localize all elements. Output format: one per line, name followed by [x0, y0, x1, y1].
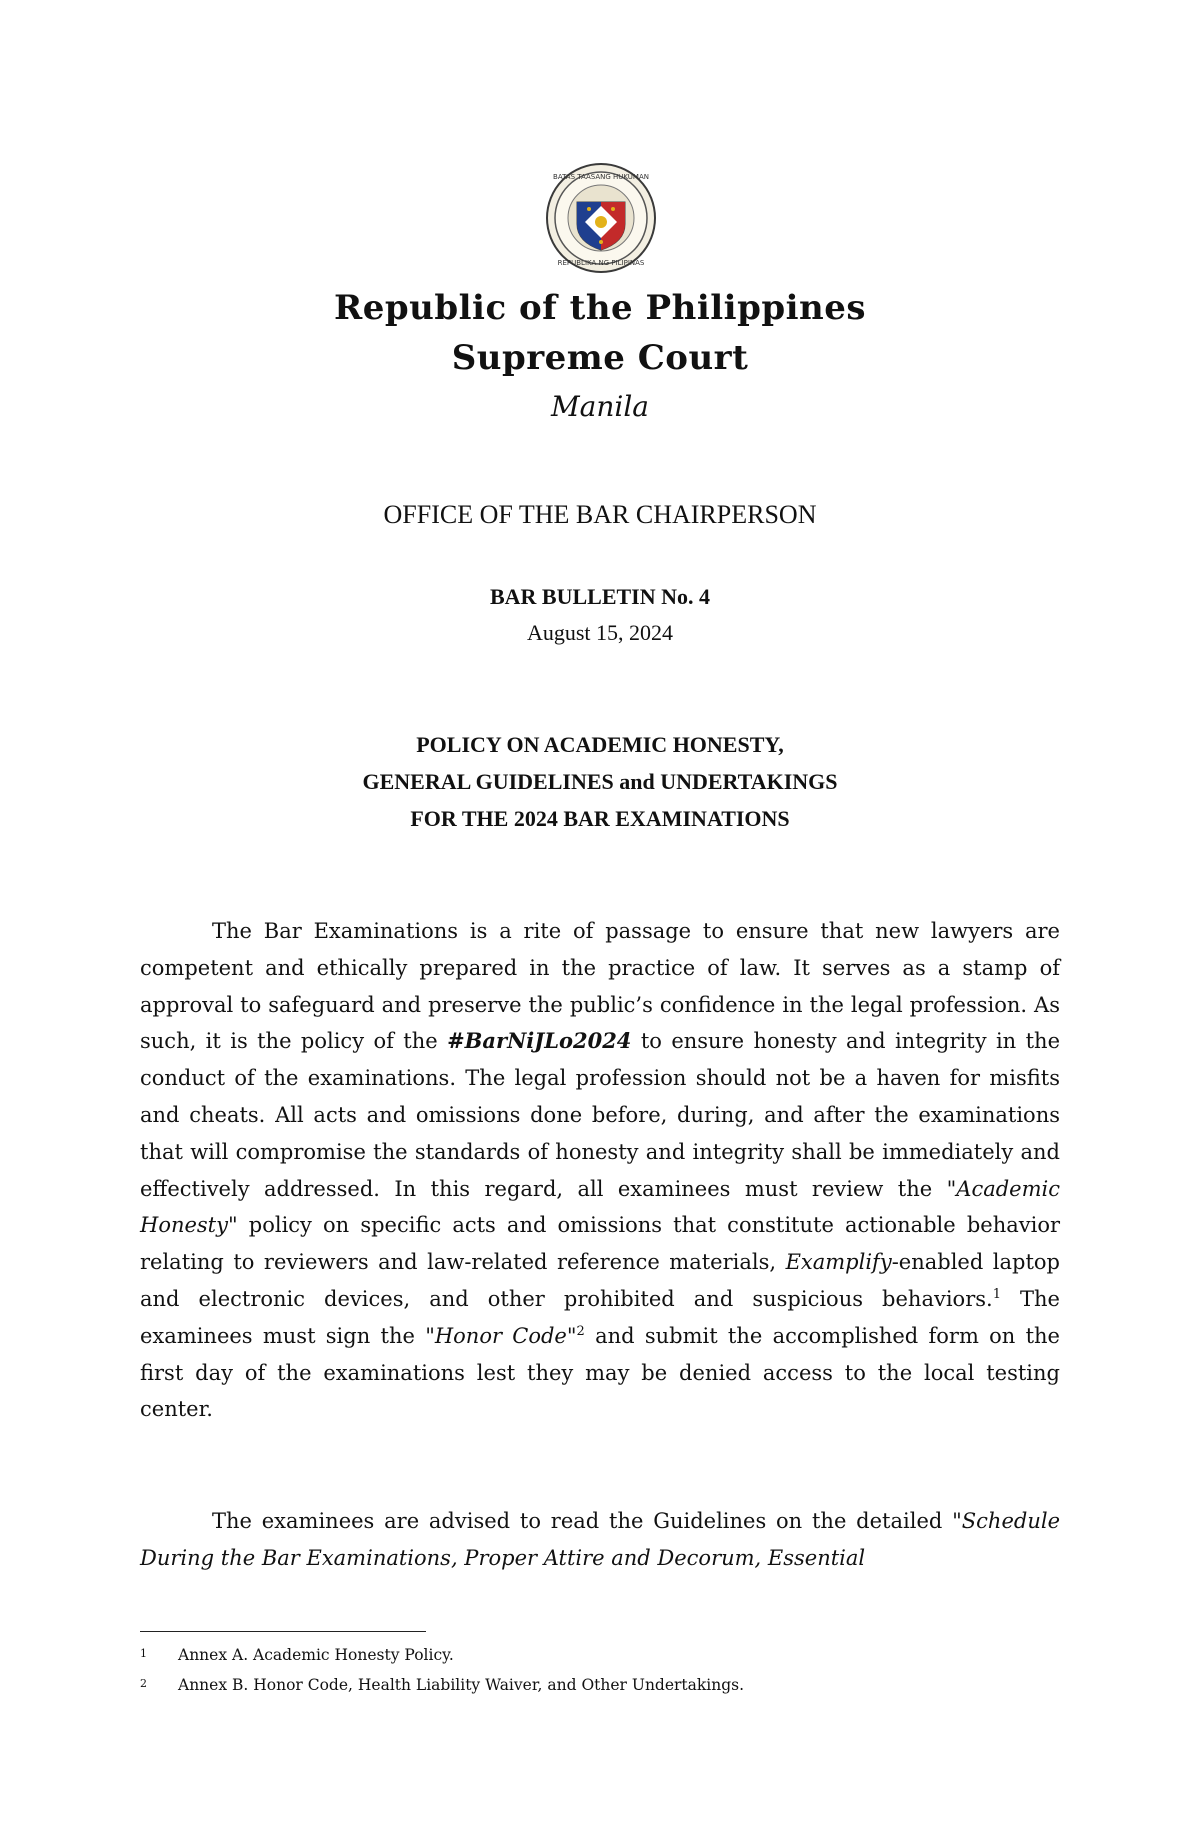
footnote-ref-2: 2 [576, 1323, 585, 1339]
academic-honesty-term: "Academic Honesty" [140, 1176, 1060, 1238]
p1-text-6: and submit the accomplished form on the first day of the examinations lest they may be denied access to the local testing center. [140, 1323, 1060, 1422]
republic-heading: Republic of the Philippines [333, 288, 867, 328]
policy-title-line-2: GENERAL GUIDELINES and UNDERTAKINGS [362, 769, 838, 794]
p1-text-2: to ensure honesty and integrity in the conduct of the examinations. The legal profession should not be a haven for misfits and cheats. All acts and omissions done before, during, and after the examinations that will compromise the standards of honesty and integrity shall be immediately and effectively addressed. In this regard, all examinees must review the [140, 1029, 1060, 1201]
office-title: OFFICE OF THE BAR CHAIRPERSON [383, 500, 817, 529]
city-heading: Manila [551, 390, 649, 423]
body-paragraph-2 [140, 1503, 1060, 1577]
policy-title-line-3: FOR THE 2024 BAR EXAMINATIONS [410, 806, 790, 831]
footnote-2-text: Annex B. Honor Code, Health Liability Waiver, and Other Undertakings. [178, 1676, 745, 1694]
p2-text-1: The examinees are advised to read the Guidelines on the detailed [212, 1509, 953, 1533]
policy-title-line-1: POLICY ON ACADEMIC HONESTY, [416, 732, 784, 757]
supreme-court-seal [545, 162, 657, 274]
footnote-1 [140, 1646, 1060, 1664]
footnote-divider [140, 1631, 426, 1632]
supreme-court-heading: Supreme Court [451, 338, 749, 378]
p2-italic-text: "Schedule During the Bar Examinations, Proper Attire and Decorum, Essential [140, 1509, 1060, 1570]
footnote-ref-1: 1 [992, 1286, 1001, 1302]
svg-text:BATAS TAASANG HUKUMAN: BATAS TAASANG HUKUMAN [553, 173, 649, 181]
examplify-term: Examplify [785, 1250, 892, 1275]
hashtag: #BarNiJLo2024 [447, 1028, 632, 1054]
footnote-2 [140, 1676, 1060, 1694]
bulletin-date: August 15, 2024 [526, 620, 674, 645]
p1-text-1: The Bar Examinations is a rite of passage to ensure that new lawyers are competent and ethically prepared in the practice of law. It serves as a stamp of approval to safeguard and preserve the public’s confidence in the legal profession. As such, it is the policy of the [140, 919, 1060, 1054]
body-paragraph-1 [140, 913, 1060, 1428]
svg-text:REPUBLIKA NG PILIPINAS: REPUBLIKA NG PILIPINAS [557, 259, 645, 267]
honor-code-term: "Honor Code" [425, 1323, 577, 1348]
footnote-1-number: 1 [140, 1647, 147, 1660]
footnote-1-text: Annex A. Academic Honesty Policy. [178, 1646, 454, 1664]
bulletin-number: BAR BULLETIN No. 4 [489, 584, 711, 609]
footnote-2-number: 2 [140, 1677, 147, 1690]
p1-text-3: policy on specific acts and omissions that constitute actionable behavior relating to reviewers and law-related reference materials, [140, 1213, 1060, 1275]
p1-text-4: -enabled laptop and electronic devices, and other prohibited and suspicious behaviors. [140, 1250, 1060, 1311]
p1-text-5: The examinees must sign the [140, 1286, 1060, 1348]
policy-title [0, 726, 1200, 837]
